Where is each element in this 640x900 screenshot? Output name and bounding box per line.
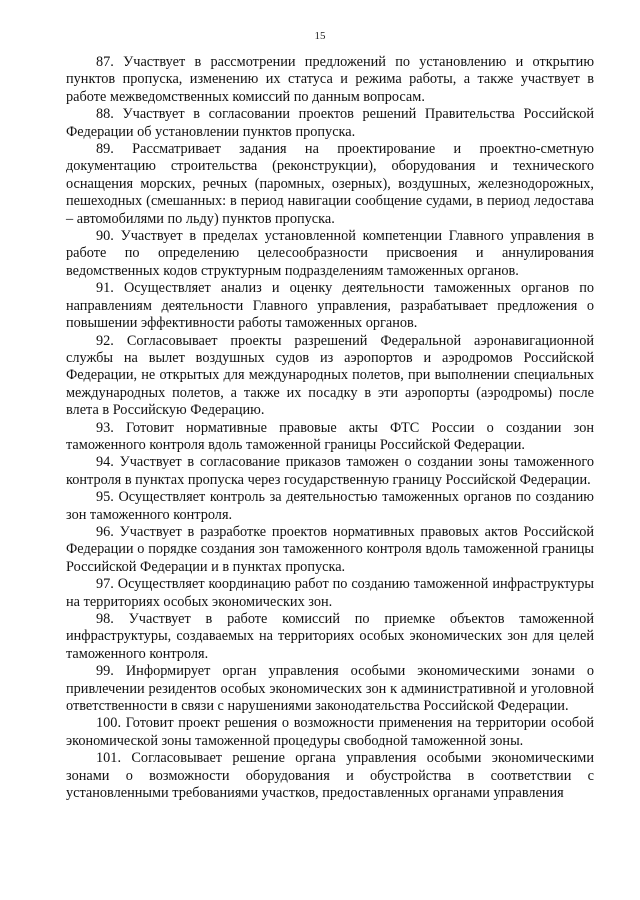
paragraph-101: 101. Согласовывает решение органа управления особыми экономическими зонами о возможности оборудования и обустройства в соответствии с установленными требованиями участков, предоставленных органами управления — [66, 750, 594, 802]
paragraph-98: 98. Участвует в работе комиссий по приемке объектов таможенной инфраструктуры, создаваемых на территориях особых экономических зон для целей таможенного контроля. — [66, 611, 594, 662]
paragraph-99: 99. Информирует орган управления особыми экономическими зонами о привлечении резидентов особых экономических зон к административной и уголовной ответственности в связи с нарушениями законодательства Российской Федерации. — [66, 663, 594, 715]
paragraph-95: 95. Осуществляет контроль за деятельностью таможенных органов по созданию зон таможенного контроля. — [66, 489, 594, 523]
paragraph-90: 90. Участвует в пределах установленной компетенции Главного управления в работе по определению целесообразности присвоения и аннулирования ведомственных кодов структурным подразделениям таможенных органов. — [66, 228, 594, 279]
paragraph-94: 94. Участвует в согласование приказов таможен о создании зоны таможенного контроля в пунктах пропуска через государственную границу Российской Федерации. — [66, 454, 594, 488]
document-body — [66, 54, 594, 802]
paragraph-87: 87. Участвует в рассмотрении предложений по установлению и открытию пунктов пропуска, изменению их статуса и режима работы, а также участвует в работе межведомственных комиссий по данным вопросам. — [66, 54, 594, 105]
paragraph-93: 93. Готовит нормативные правовые акты ФТС России о создании зон таможенного контроля вдоль таможенной границы Российской Федерации. — [66, 419, 594, 453]
paragraph-88: 88. Участвует в согласовании проектов решений Правительства Российской Федерации об установлении пунктов пропуска. — [66, 106, 594, 140]
paragraph-92: 92. Согласовывает проекты разрешений Федеральной аэронавигационной службы на вылет воздушных судов из аэропортов и аэродромов Российской Федерации, не открытых для международных полетов, при выполнении специальных международных полетов, а также их посадку в эти аэропорты (аэродромы) после влета в Российскую Федерацию. — [66, 332, 594, 419]
paragraph-100: 100. Готовит проект решения о возможности применения на территории особой экономической зоны таможенной процедуры свободной таможенной зоны. — [66, 715, 594, 749]
paragraph-97: 97. Осуществляет координацию работ по созданию таможенной инфраструктуры на территориях особых экономических зон. — [66, 576, 594, 610]
paragraph-91: 91. Осуществляет анализ и оценку деятельности таможенных органов по направлениям деятельности Главного управления, разрабатывает предложения о повышении эффективности работы таможенных органов. — [66, 280, 594, 332]
paragraph-89: 89. Рассматривает задания на проектирование и проектно-сметную документацию строительства (реконструкции), оборудования и технического оснащения морских, речных (паромных, озерных), воздушных, железнодорожных, пешеходных (смешанных: в период навигации сообщение судами, в период ледостава – автомобилями по льду) пунктов пропуска. — [66, 141, 594, 227]
page-number: 15 — [314, 30, 326, 42]
paragraph-96: 96. Участвует в разработке проектов нормативных правовых актов Российской Федерации о порядке создания зон таможенного контроля вдоль таможенной границы Российской Федерации и в пунктах пропуска. — [66, 523, 594, 575]
